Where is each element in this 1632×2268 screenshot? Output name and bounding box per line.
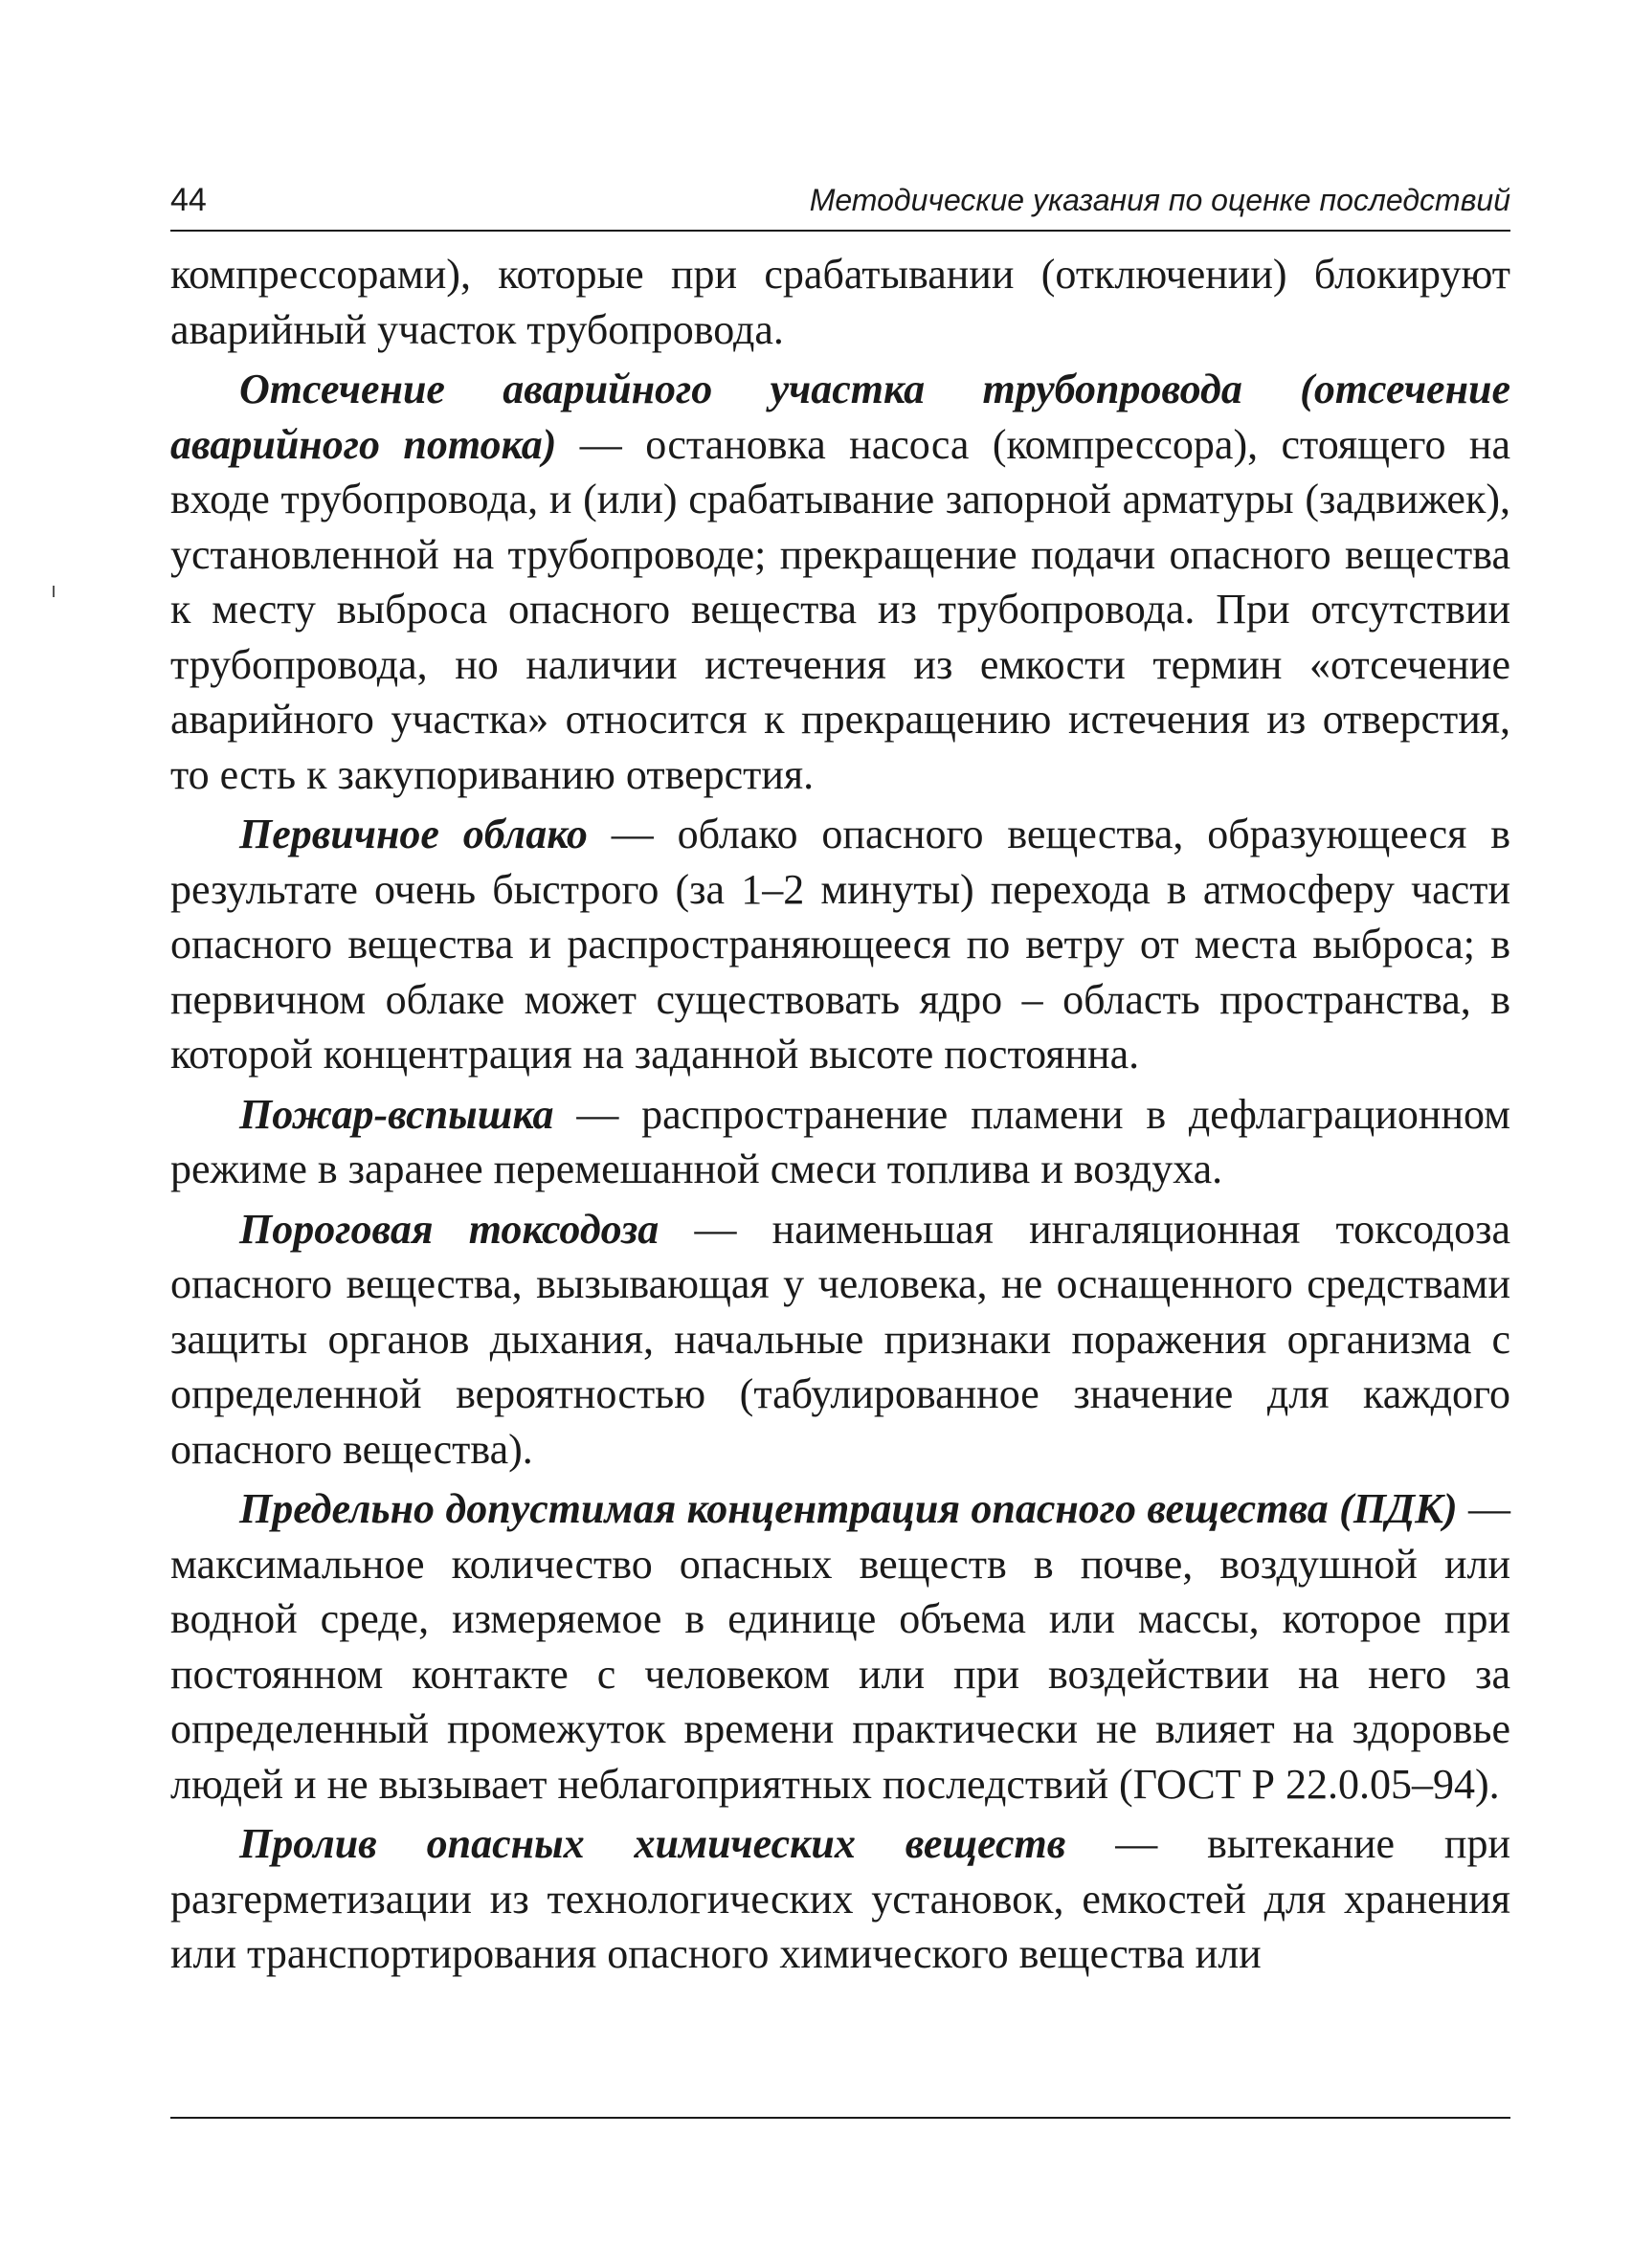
definition-text: — остановка насоса (компрессора), стоящего на входе трубопровода, и (или) срабатывание запорной арматуры (задвижек), установленной на трубопроводе; прекращение подачи опасного вещества к месту выброса опасного вещества из трубопровода. При отсутствии трубопровода, но наличии истечения из емкости термин «отсечение аварийного участка» относится к прекращению истечения из отверстия, то есть к закупориванию отверстия. xyxy=(170,420,1510,798)
definition-text: — распространение пламени в дефлаграционном режиме в заранее перемешанной смеси топлива и воздуха. xyxy=(170,1090,1510,1192)
definition-paragraph xyxy=(170,1087,1510,1197)
definition-text: — вытекание при разгерметизации из технологических установок, емкостей для хранения или транспортирования опасного химического вещества или xyxy=(170,1820,1510,1977)
definition-paragraph xyxy=(170,1202,1510,1478)
definition-term: Пороговая токсодоза xyxy=(239,1205,660,1253)
definition-text: — максимальное количество опасных веществ в почве, воздушной или водной среде, измеряемое в единице объема или массы, которое при постоянном контакте с человеком или при воздействии на него за определенный промежуток времени практически не влияет на здоровье людей и не вызывает неблагоприятных последствий (ГОСТ Р 22.0.05–94). xyxy=(170,1485,1511,1808)
continuation-paragraph: компрессорами), которые при срабатывании (отключении) блокируют аварийный участок трубопровода. xyxy=(170,251,1510,353)
scan-margin-mark xyxy=(53,586,55,597)
book-page xyxy=(170,182,1510,1987)
page-body xyxy=(170,247,1510,1982)
definition-paragraph xyxy=(170,807,1510,1082)
definition-term: Отсечение аварийного участка трубопровода (отсечение аварийного потока) xyxy=(170,366,1510,468)
page-number: 44 xyxy=(170,182,207,218)
definition-paragraph xyxy=(170,1816,1510,1982)
definition-term: Предельно допустимая концентрация опасного вещества (ПДК) xyxy=(239,1485,1458,1532)
definition-term: Первичное облако xyxy=(239,811,588,857)
definition-text: — наименьшая ингаляционная токсодоза опасного вещества, вызывающая у человека, не оснащенного средствами защиты органов дыхания, начальные признаки поражения организма с определенной вероятностью (табулированное значение для каждого опасного вещества). xyxy=(170,1205,1510,1473)
definition-text: — облако опасного вещества, образующееся в результате очень быстрого (за 1–2 минуты) перехода в атмосферу части опасного вещества и распространяющееся по ветру от места выброса; в первичном облаке может существовать ядро – область пространства, в которой концентрация на заданной высоте постоянна. xyxy=(170,811,1510,1078)
definition-paragraph xyxy=(170,1481,1510,1812)
definition-term: Пожар-вспышка xyxy=(239,1090,554,1138)
running-head-title: Методические указания по оценке последствий xyxy=(809,183,1510,217)
footer-rule xyxy=(170,2117,1510,2119)
definition-paragraph xyxy=(170,362,1510,802)
running-head xyxy=(170,182,1510,232)
definition-term: Пролив опасных химических веществ xyxy=(239,1820,1066,1867)
